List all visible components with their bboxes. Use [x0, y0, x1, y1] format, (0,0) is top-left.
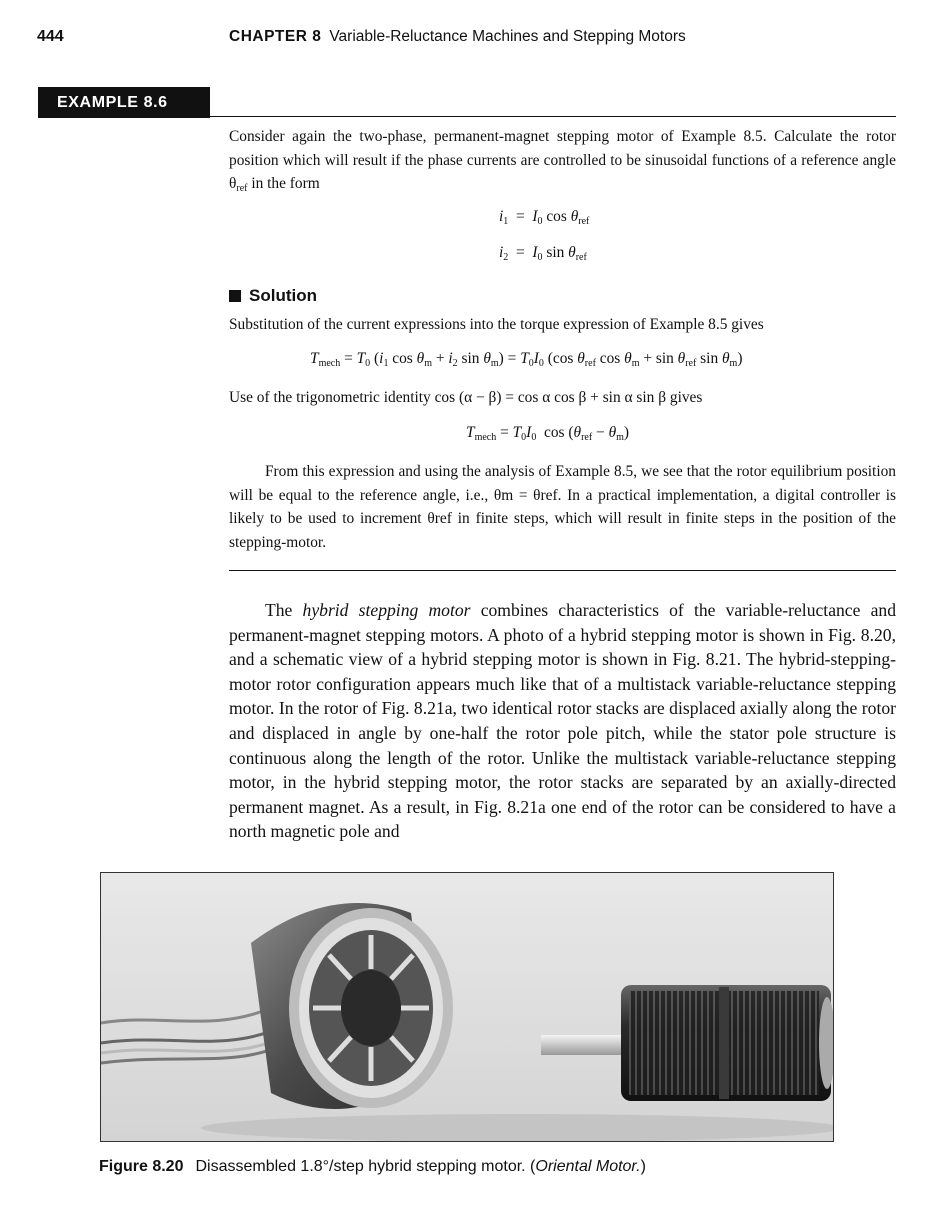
example-bottom-rule — [229, 570, 896, 571]
body-paragraph — [229, 598, 896, 844]
running-header — [229, 28, 686, 46]
page-number: 444 — [37, 28, 64, 45]
motor-photo — [100, 872, 834, 1142]
equation-torque-2: $T_{mech} = T_0I_0$ $\cos (\theta_{ref} - \theta_m)$ — [466, 424, 630, 443]
body-paragraph-text: The hybrid stepping motor combines characteristics of the variable-reluctance and permanent-magnet stepping motors. A photo of a hybrid stepping motor is shown in Fig. 8.20, and a schematic view of a hybrid stepping motor is shown in Fig. 8.21. The hybrid-stepping-motor rotor configuration appears much like that of a multistack variable-reluctance stepping motor. In the rotor of Fig. 8.21a, two identical rotor stacks are displaced axially along the rotor and displaced in angle by one-half the rotor pole pitch, while the stator pole structure is continuous along the length of the rotor. Unlike the multistack variable-reluctance stepping motor, in the hybrid stepping motor, the rotor stacks are separated by an axially-directed permanent magnet. As a result, in Fig. 8.21a one end of the rotor can be considered to have a north magnetic pole and — [229, 600, 896, 842]
figure-caption-text: Disassembled 1.8°/step hybrid stepping motor. ( — [195, 1158, 536, 1175]
stepping-motor-illustration — [101, 873, 833, 1141]
chapter-label: CHAPTER 8 — [229, 28, 322, 45]
body-lead-term: hybrid stepping motor — [302, 600, 471, 620]
example-statement: Consider again the two-phase, permanent-magnet stepping motor of Example 8.5. Calculate the rotor position which will result if the phase currents are controlled to be sinusoidal functions of a reference angle $\theta_{ref}$ in the form — [229, 128, 896, 194]
example-label: EXAMPLE 8.6 — [38, 87, 210, 118]
chapter-title: Variable-Reluctance Machines and Stepping Motors — [329, 28, 686, 45]
solution-heading: Solution — [229, 286, 317, 306]
figure-label: Figure 8.20 — [99, 1158, 184, 1175]
figure-caption: Figure 8.20 Disassembled 1.8°/step hybrid stepping motor. (Oriental Motor.) — [99, 1158, 646, 1175]
equation-torque-1: $T_{mech} = T_0$ ($i_1$ $\cos \theta_m + i_2$ $\sin \theta_m) = T_0I_0$ (cos $\theta_{ref}$ $\cos \theta_m + \sin \theta_{ref}$ $\sin \theta_m$) — [310, 350, 743, 369]
solution-paragraph-3: From this expression and using the analysis of Example 8.5, we see that the rotor equilibrium position will be equal to the reference angle, i.e., θm = θref. In a practical implementation, a digital controller is likely to be used to increment θref in finite steps, which will result in finite steps in the position of the stepping-motor. — [229, 463, 896, 551]
solution-bullet-icon — [229, 290, 241, 302]
equation-i2: $i_2 = I_0$ $\sin \theta_{ref}$ — [499, 244, 587, 263]
example-top-rule — [210, 116, 896, 117]
solution-paragraph-1: Substitution of the current expressions into the torque expression of Example 8.5 gives — [229, 316, 764, 333]
figure-credit: Oriental Motor. — [535, 1158, 641, 1175]
solution-paragraph-2: Use of the trigonometric identity cos (α − β) = cos α cos β + sin α sin β gives — [229, 389, 703, 406]
equation-i1: $i_1 = I_0$ $\cos \theta_{ref}$ — [499, 208, 590, 227]
